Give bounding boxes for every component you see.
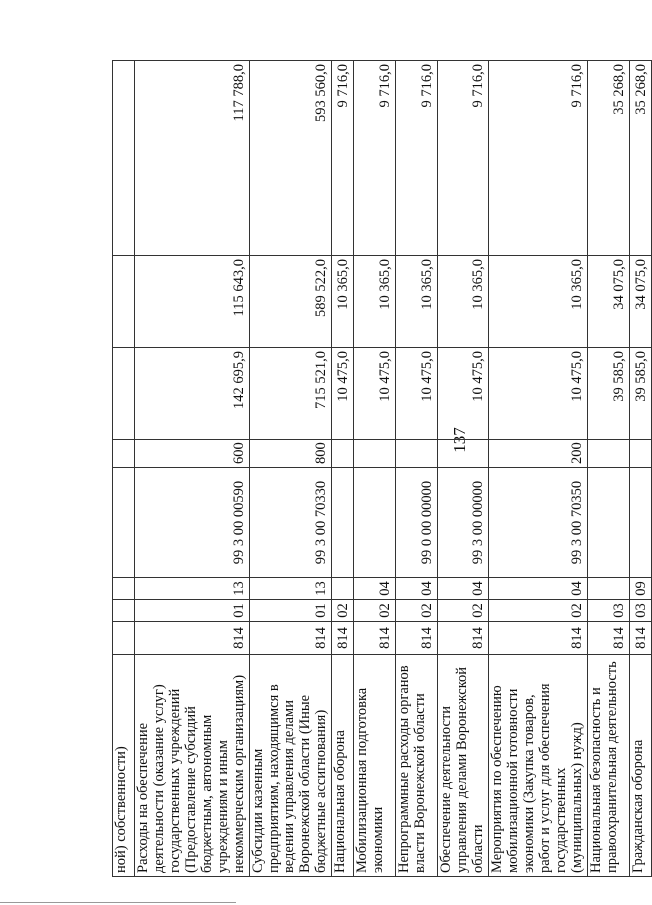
grbs-code-cell: 814 xyxy=(489,622,588,655)
row-name-cell: Мероприятия по обеспечению мобилизационной готовности экономики (Закупка товаров, работ и услуг для обеспечения государственных (муниципальных) нужд) xyxy=(489,655,588,877)
grbs-code-cell: 814 xyxy=(587,622,629,655)
amount-year3-cell: 35 268,0 xyxy=(587,61,629,256)
section-code-cell: 03 xyxy=(629,600,651,622)
expense-type-cell xyxy=(113,440,135,468)
row-name-cell: Расходы на обеспечение деятельности (оказание услуг) государственных учреждений (Предоставление субсидий бюджетным, автономным учреждениям и иным некоммерческим организациям) xyxy=(135,655,250,877)
amount-year1-cell: 10 475,0 xyxy=(396,348,438,440)
amount-year2-cell xyxy=(113,256,135,348)
footer-divider xyxy=(0,902,236,903)
table-row xyxy=(113,61,135,877)
amount-year1-cell: 715 521,0 xyxy=(249,348,332,440)
amount-year3-cell: 9 716,0 xyxy=(396,61,438,256)
row-name-cell: Гражданская оборона xyxy=(629,655,651,877)
target-article-cell xyxy=(354,468,396,578)
table-row xyxy=(587,61,629,877)
amount-year3-cell: 9 716,0 xyxy=(354,61,396,256)
target-article-cell: 99 0 00 00000 xyxy=(396,468,438,578)
target-article-cell xyxy=(587,468,629,578)
grbs-code-cell: 814 xyxy=(135,622,250,655)
row-name-cell: Обеспечение деятельности управления делами Воронежской области xyxy=(438,655,489,877)
expense-type-cell xyxy=(438,440,489,468)
expense-type-cell xyxy=(587,440,629,468)
row-name-cell: Непрограммные расходы органов власти Воронежской области xyxy=(396,655,438,877)
target-article-cell xyxy=(629,468,651,578)
grbs-code-cell xyxy=(113,622,135,655)
expense-type-cell xyxy=(629,440,651,468)
amount-year1-cell: 10 475,0 xyxy=(354,348,396,440)
grbs-code-cell: 814 xyxy=(396,622,438,655)
subsection-code-cell xyxy=(332,578,354,600)
amount-year3-cell: 593 560,0 xyxy=(249,61,332,256)
amount-year2-cell: 34 075,0 xyxy=(629,256,651,348)
section-code-cell: 01 xyxy=(249,600,332,622)
amount-year2-cell: 10 365,0 xyxy=(332,256,354,348)
amount-year3-cell: 9 716,0 xyxy=(489,61,588,256)
table-row xyxy=(438,61,489,877)
amount-year3-cell xyxy=(113,61,135,256)
target-article-cell: 99 3 00 70350 xyxy=(489,468,588,578)
rotated-page xyxy=(112,61,649,877)
amount-year3-cell: 117 788,0 xyxy=(135,61,250,256)
section-code-cell: 02 xyxy=(332,600,354,622)
table-row xyxy=(629,61,651,877)
amount-year2-cell: 589 522,0 xyxy=(249,256,332,348)
budget-table xyxy=(112,60,652,877)
grbs-code-cell: 814 xyxy=(249,622,332,655)
table-row xyxy=(396,61,438,877)
table-body xyxy=(113,61,652,877)
expense-type-cell: 800 xyxy=(249,440,332,468)
expense-type-cell xyxy=(332,440,354,468)
row-name-cell: Субсидии казенным предприятиям, находящимся в ведении управления делами Воронежской области (Иные бюджетные ассигнования) xyxy=(249,655,332,877)
amount-year2-cell: 10 365,0 xyxy=(489,256,588,348)
amount-year1-cell: 10 475,0 xyxy=(438,348,489,440)
table-row xyxy=(354,61,396,877)
target-article-cell: 99 3 00 70330 xyxy=(249,468,332,578)
amount-year3-cell: 35 268,0 xyxy=(629,61,651,256)
target-article-cell: 99 3 00 00590 xyxy=(135,468,250,578)
section-code-cell: 02 xyxy=(354,600,396,622)
amount-year1-cell: 39 585,0 xyxy=(629,348,651,440)
section-code-cell: 02 xyxy=(396,600,438,622)
table-row xyxy=(489,61,588,877)
subsection-code-cell: 09 xyxy=(629,578,651,600)
grbs-code-cell: 814 xyxy=(629,622,651,655)
target-article-cell: 99 3 00 00000 xyxy=(438,468,489,578)
table-row xyxy=(332,61,354,877)
subsection-code-cell: 04 xyxy=(438,578,489,600)
expense-type-cell: 200 xyxy=(489,440,588,468)
row-name-cell: ной) собственности) xyxy=(113,655,135,877)
row-name-cell: Национальная безопасность и правоохранительная деятельность xyxy=(587,655,629,877)
expense-type-cell xyxy=(396,440,438,468)
subsection-code-cell: 04 xyxy=(489,578,588,600)
subsection-code-cell xyxy=(113,578,135,600)
section-code-cell xyxy=(113,600,135,622)
subsection-code-cell: 04 xyxy=(354,578,396,600)
page-number: 137 xyxy=(450,427,469,453)
row-name-cell: Национальная оборона xyxy=(332,655,354,877)
amount-year1-cell: 142 695,9 xyxy=(135,348,250,440)
amount-year2-cell: 10 365,0 xyxy=(354,256,396,348)
expense-type-cell: 600 xyxy=(135,440,250,468)
amount-year2-cell: 10 365,0 xyxy=(438,256,489,348)
subsection-code-cell: 04 xyxy=(396,578,438,600)
amount-year1-cell xyxy=(113,348,135,440)
expense-type-cell xyxy=(354,440,396,468)
section-code-cell: 03 xyxy=(587,600,629,622)
grbs-code-cell: 814 xyxy=(332,622,354,655)
amount-year2-cell: 10 365,0 xyxy=(396,256,438,348)
subsection-code-cell: 13 xyxy=(249,578,332,600)
amount-year1-cell: 10 475,0 xyxy=(332,348,354,440)
section-code-cell: 02 xyxy=(489,600,588,622)
amount-year3-cell: 9 716,0 xyxy=(332,61,354,256)
amount-year1-cell: 39 585,0 xyxy=(587,348,629,440)
section-code-cell: 01 xyxy=(135,600,250,622)
row-name-cell: Мобилизационная подготовка экономики xyxy=(354,655,396,877)
target-article-cell xyxy=(332,468,354,578)
amount-year3-cell: 9 716,0 xyxy=(438,61,489,256)
target-article-cell xyxy=(113,468,135,578)
subsection-code-cell xyxy=(587,578,629,600)
subsection-code-cell: 13 xyxy=(135,578,250,600)
table-row xyxy=(249,61,332,877)
amount-year1-cell: 10 475,0 xyxy=(489,348,588,440)
table-row xyxy=(135,61,250,877)
amount-year2-cell: 115 643,0 xyxy=(135,256,250,348)
amount-year2-cell: 34 075,0 xyxy=(587,256,629,348)
section-code-cell: 02 xyxy=(438,600,489,622)
grbs-code-cell: 814 xyxy=(438,622,489,655)
grbs-code-cell: 814 xyxy=(354,622,396,655)
